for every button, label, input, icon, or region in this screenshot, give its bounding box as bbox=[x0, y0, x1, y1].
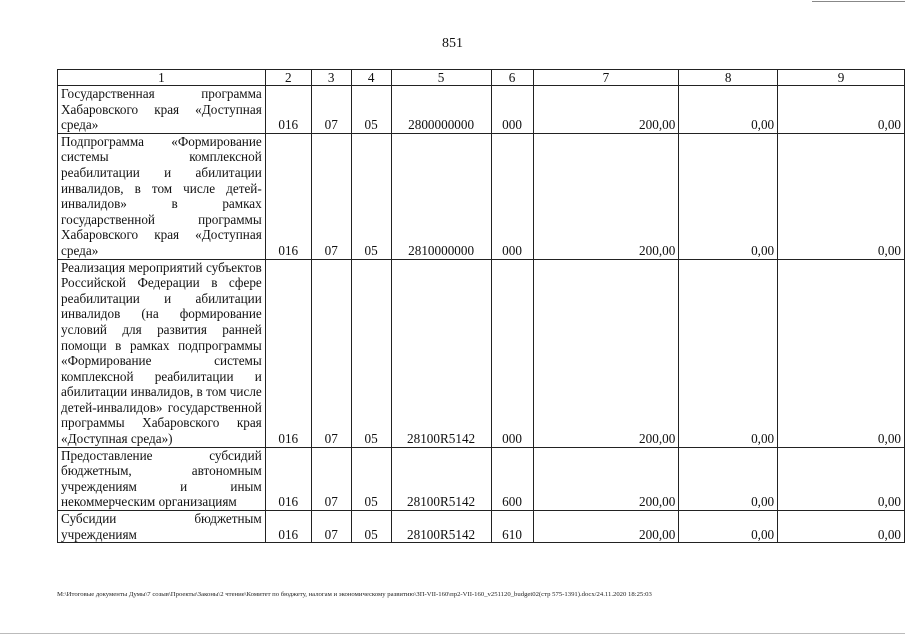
column-header: 3 bbox=[311, 70, 351, 86]
column-header: 4 bbox=[351, 70, 391, 86]
cell-amount-9: 0,00 bbox=[778, 447, 905, 510]
cell-amount-7: 200,00 bbox=[533, 447, 679, 510]
row-name: Подпрограмма «Формирование системы комплексной реабилитации и абилитации инвалидов, в том числе детей-инвалидов» в рамках государственной программы Хабаровского края «Доступная среда» bbox=[58, 133, 266, 259]
cell-code-subsection: 05 bbox=[351, 447, 391, 510]
cell-amount-9: 0,00 bbox=[778, 86, 905, 134]
cell-code-section: 07 bbox=[311, 133, 351, 259]
cell-amount-7: 200,00 bbox=[533, 133, 679, 259]
cell-code-section: 07 bbox=[311, 511, 351, 543]
cell-code-ministry: 016 bbox=[265, 133, 311, 259]
cell-expense-type: 000 bbox=[491, 259, 533, 447]
row-name: Государственная программа Хабаровского края «Доступная среда» bbox=[58, 86, 266, 134]
cell-amount-7: 200,00 bbox=[533, 86, 679, 134]
document-file-path: M:\Итоговые документы Думы\7 созыв\Проекты\Законы\2 чтение\Комитет по бюджету, налогам и экономическому развитию\ЗП-VII-160\пр2-VII-160_v251120_budget02(стр 575-1391).docx/24.11.2020 18:25:03 bbox=[57, 591, 652, 598]
cell-target-article: 2800000000 bbox=[391, 86, 491, 134]
cell-code-section: 07 bbox=[311, 86, 351, 134]
cell-code-subsection: 05 bbox=[351, 133, 391, 259]
cell-expense-type: 000 bbox=[491, 86, 533, 134]
column-header: 6 bbox=[491, 70, 533, 86]
cell-expense-type: 600 bbox=[491, 447, 533, 510]
table-row bbox=[58, 133, 905, 259]
cell-amount-7: 200,00 bbox=[533, 511, 679, 543]
column-header: 5 bbox=[391, 70, 491, 86]
cell-amount-8: 0,00 bbox=[679, 511, 778, 543]
cell-amount-9: 0,00 bbox=[778, 133, 905, 259]
table-row bbox=[58, 447, 905, 510]
cell-code-section: 07 bbox=[311, 447, 351, 510]
bottom-edge-line bbox=[0, 633, 905, 634]
column-header: 8 bbox=[679, 70, 778, 86]
top-edge-line bbox=[812, 1, 905, 2]
table-row bbox=[58, 86, 905, 134]
row-name: Субсидии бюджетным учреждениям bbox=[58, 511, 266, 543]
cell-amount-9: 0,00 bbox=[778, 259, 905, 447]
cell-target-article: 28100R5142 bbox=[391, 447, 491, 510]
column-header: 7 bbox=[533, 70, 679, 86]
cell-code-subsection: 05 bbox=[351, 86, 391, 134]
cell-code-subsection: 05 bbox=[351, 511, 391, 543]
table-row bbox=[58, 259, 905, 447]
cell-code-subsection: 05 bbox=[351, 259, 391, 447]
row-name: Предоставление субсидий бюджетным, автономным учреждениям и иным некоммерческим организациям bbox=[58, 447, 266, 510]
cell-code-ministry: 016 bbox=[265, 259, 311, 447]
cell-code-ministry: 016 bbox=[265, 511, 311, 543]
cell-amount-8: 0,00 bbox=[679, 447, 778, 510]
cell-target-article: 2810000000 bbox=[391, 133, 491, 259]
column-header: 1 bbox=[58, 70, 266, 86]
page-number: 851 bbox=[442, 36, 463, 51]
table-row bbox=[58, 511, 905, 543]
cell-code-ministry: 016 bbox=[265, 447, 311, 510]
cell-amount-7: 200,00 bbox=[533, 259, 679, 447]
cell-expense-type: 610 bbox=[491, 511, 533, 543]
cell-amount-8: 0,00 bbox=[679, 133, 778, 259]
cell-amount-8: 0,00 bbox=[679, 259, 778, 447]
row-name: Реализация мероприятий субъектов Российской Федерации в сфере реабилитации и абилитации инвалидов (на формирование условий для развития ранней помощи в рамках подпрограммы «Формирование системы комплексной реабилитации и абилитации инвалидов, в том числе детей-инвалидов» государственной программы Хабаровского края «Доступная среда») bbox=[58, 259, 266, 447]
cell-target-article: 28100R5142 bbox=[391, 259, 491, 447]
cell-amount-9: 0,00 bbox=[778, 511, 905, 543]
cell-amount-8: 0,00 bbox=[679, 86, 778, 134]
budget-table bbox=[57, 69, 905, 543]
column-header: 9 bbox=[778, 70, 905, 86]
column-header: 2 bbox=[265, 70, 311, 86]
cell-code-ministry: 016 bbox=[265, 86, 311, 134]
column-number-row bbox=[58, 70, 905, 86]
cell-code-section: 07 bbox=[311, 259, 351, 447]
cell-expense-type: 000 bbox=[491, 133, 533, 259]
cell-target-article: 28100R5142 bbox=[391, 511, 491, 543]
